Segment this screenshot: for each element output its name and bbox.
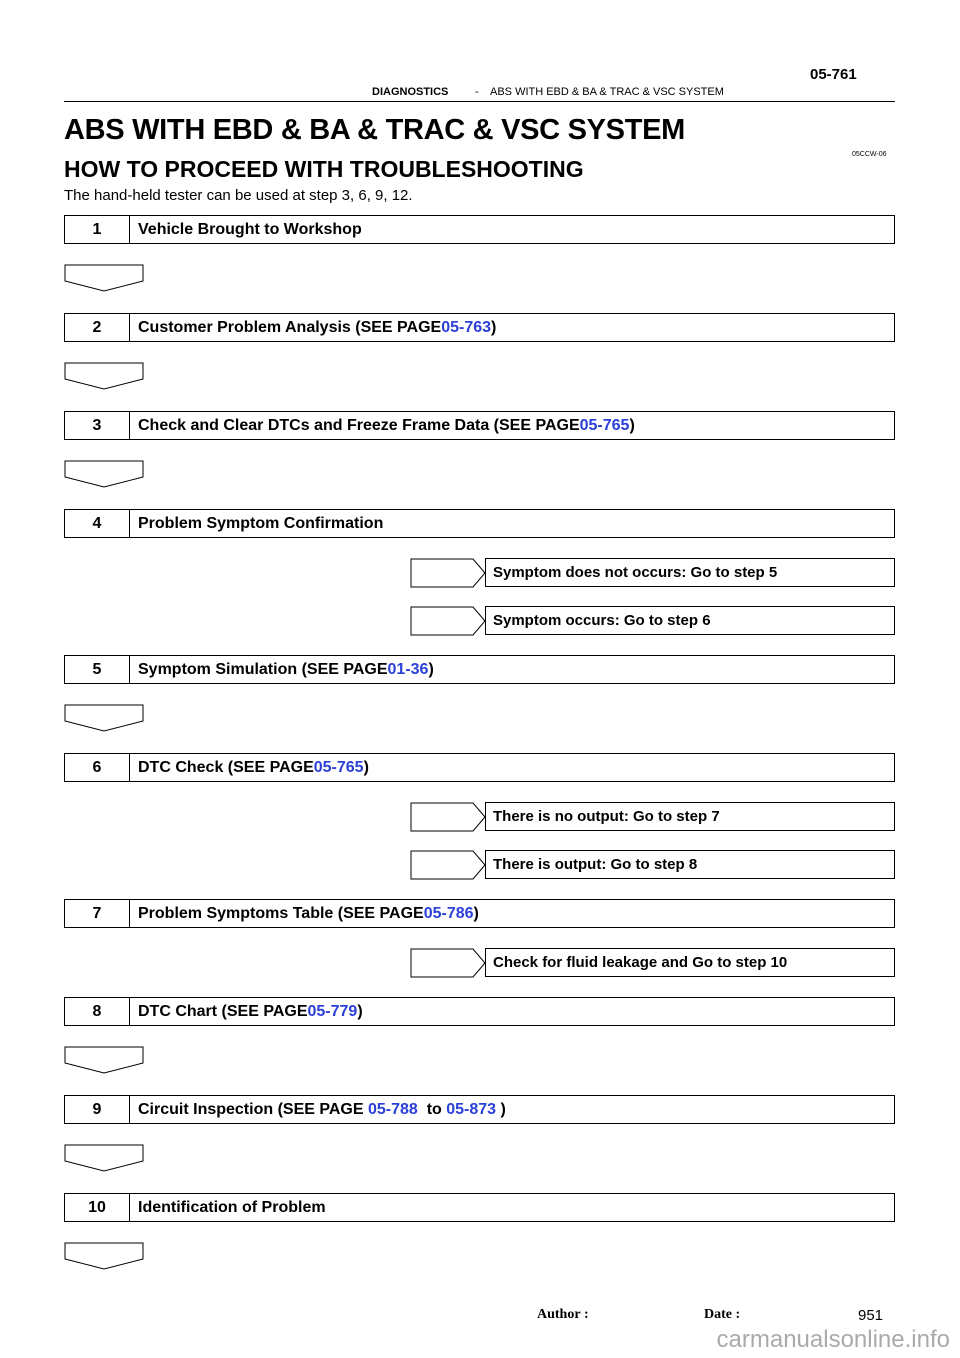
step-10 xyxy=(64,1193,895,1222)
step-title: DTC Chart (SEE PAGE 05-779 ) xyxy=(138,1002,363,1020)
step-2 xyxy=(64,313,895,342)
step-number: 10 xyxy=(65,1194,130,1221)
page-number: 05-761 xyxy=(810,66,857,83)
step-7 xyxy=(64,899,895,928)
watermark: carmanualsonline.info xyxy=(716,1326,950,1353)
section-name xyxy=(372,86,448,98)
step-title: Problem Symptom Confirmation xyxy=(138,514,384,532)
step-8 xyxy=(64,997,895,1026)
date-label: Date : xyxy=(704,1307,741,1322)
branch-result: There is output: Go to step 8 xyxy=(485,850,895,879)
step-4 xyxy=(64,509,895,538)
step-number: 2 xyxy=(65,314,130,341)
step-number: 1 xyxy=(65,216,130,243)
step-number: 3 xyxy=(65,412,130,439)
down-arrow-icon xyxy=(64,264,144,292)
step-title: Customer Problem Analysis (SEE PAGE 05-763 ) xyxy=(138,318,497,336)
section-separator: - xyxy=(475,86,479,98)
step-number: 5 xyxy=(65,656,130,683)
step-title: Problem Symptoms Table (SEE PAGE 05-786 ) xyxy=(138,904,479,922)
down-arrow-icon xyxy=(64,460,144,488)
branch-result: Symptom occurs: Go to step 6 xyxy=(485,606,895,635)
right-arrow-icon xyxy=(410,948,486,978)
right-arrow-icon xyxy=(410,802,486,832)
page-reference-link[interactable]: 05-779 xyxy=(307,1002,358,1020)
step-1 xyxy=(64,215,895,244)
step-title: Identification of Problem xyxy=(138,1198,326,1216)
step-number: 7 xyxy=(65,900,130,927)
page-title: ABS WITH EBD & BA & TRAC & VSC SYSTEM xyxy=(64,114,686,146)
author-label: Author : xyxy=(537,1307,589,1322)
down-arrow-icon xyxy=(64,1242,144,1270)
step-title: Symptom Simulation (SEE PAGE 01-36 ) xyxy=(138,660,434,678)
footer-page-number: 951 xyxy=(858,1307,884,1324)
down-arrow-icon xyxy=(64,362,144,390)
step-3 xyxy=(64,411,895,440)
intro-text: The hand-held tester can be used at step 3, 6, 9, 12. xyxy=(64,187,413,204)
step-title: Vehicle Brought to Workshop xyxy=(138,220,362,238)
step-title: Circuit Inspection (SEE PAGE 05-788 to 05-873 ) xyxy=(138,1100,506,1118)
step-number: 6 xyxy=(65,754,130,781)
branch-result: Check for fluid leakage and Go to step 10 xyxy=(485,948,895,977)
down-arrow-icon xyxy=(64,1046,144,1074)
page-reference-link[interactable]: 05-765 xyxy=(313,758,364,776)
page-reference-link[interactable]: 05-786 xyxy=(423,904,474,922)
right-arrow-icon xyxy=(410,558,486,588)
step-5 xyxy=(64,655,895,684)
page-reference-link[interactable]: 05-765 xyxy=(579,416,630,434)
right-arrow-icon xyxy=(410,850,486,880)
step-6 xyxy=(64,753,895,782)
section-label: DIAGNOSTICS xyxy=(372,86,449,98)
header-rule xyxy=(64,101,895,102)
step-title: Check and Clear DTCs and Freeze Frame Data (SEE PAGE 05-765 ) xyxy=(138,416,635,434)
page-reference-link[interactable]: 01-36 xyxy=(387,660,429,678)
step-number: 9 xyxy=(65,1096,130,1123)
branch-result: There is no output: Go to step 7 xyxy=(485,802,895,831)
document-code: 05CCW-06 xyxy=(852,151,887,158)
system-name: ABS WITH EBD & BA & TRAC & VSC SYSTEM xyxy=(490,86,724,98)
right-arrow-icon xyxy=(410,606,486,636)
section-subtitle: HOW TO PROCEED WITH TROUBLESHOOTING xyxy=(64,156,584,182)
step-number: 4 xyxy=(65,510,130,537)
step-9 xyxy=(64,1095,895,1124)
down-arrow-icon xyxy=(64,1144,144,1172)
down-arrow-icon xyxy=(64,704,144,732)
step-title: DTC Check (SEE PAGE 05-765 ) xyxy=(138,758,369,776)
page-reference-link[interactable]: 05-763 xyxy=(441,318,492,336)
branch-result: Symptom does not occurs: Go to step 5 xyxy=(485,558,895,587)
page-reference-link[interactable]: 05-873 xyxy=(446,1100,497,1118)
page-reference-link[interactable]: 05-788 xyxy=(367,1100,418,1118)
step-number: 8 xyxy=(65,998,130,1025)
